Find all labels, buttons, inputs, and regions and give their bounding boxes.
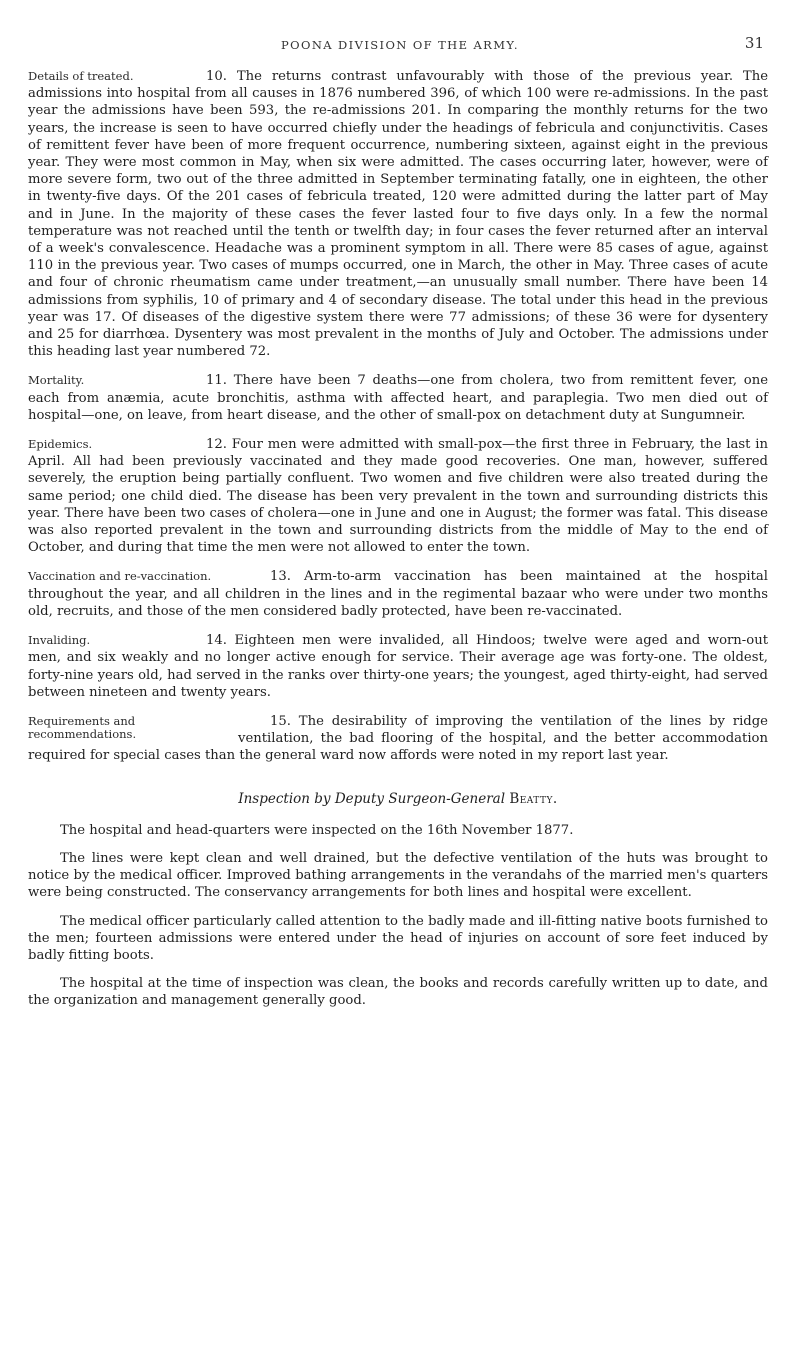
inspection-paragraph: The lines were kept clean and well drained, but the defective ventilation of the huts was brought to notice by the medical officer. Improved bathing arrangements in the verandahs of the married men's quarters were being constructed. The conservancy arrangements for both lines and hospital were excellent. bbox=[28, 850, 768, 901]
sidenote-vaccination: Vaccination and re-vaccination. bbox=[28, 569, 212, 584]
sidenote-mortality: Mortality. bbox=[28, 373, 85, 388]
inspection-title-name: Beatty. bbox=[509, 790, 558, 807]
section-11 bbox=[28, 372, 768, 424]
section-number: 15. bbox=[270, 713, 291, 729]
section-number: 14. bbox=[206, 633, 227, 649]
section-number: 10. bbox=[206, 69, 227, 84]
section-text: The desirability of improving the ventilation of the lines by ridge ventilation, the bad flooring of the hospital, and the better accommodation required for special cases than the general ward now affords were noted in my report last year. bbox=[28, 713, 768, 764]
inspection-report bbox=[28, 791, 768, 1010]
sidenote-requirements: Requirements and recommendations. bbox=[28, 713, 137, 741]
section-12 bbox=[28, 436, 768, 556]
inspection-title-prefix: Inspection by Deputy Surgeon-General bbox=[238, 790, 506, 807]
section-text: Four men were admitted with small-pox—the first three in February, the last in April. All had been previously vaccinated and they made good recoveries. One man, however, suffered severely, the eruption being partially confluent. Two women and five children were also treated during the same period; one child died. The disease has been very prevalent in the town and surrounding districts this year. There have been two cases of cholera—one in June and one in August; the former was fatal. This disease was also reported prevalent in the town and surrounding districts from the middle of May to the end of October, and during that time the men were not allowed to enter the town. bbox=[28, 437, 768, 556]
section-text: Arm-to-arm vaccination has been maintained at the hospital throughout the year, and all children in the lines and in the regimental bazaar who were under two months old, recruits, and those of the men considered badly protected, have been re-vaccinated. bbox=[28, 569, 769, 619]
body-text bbox=[28, 68, 768, 1021]
section-13 bbox=[28, 568, 768, 620]
sidenote-invaliding: Invaliding. bbox=[28, 633, 91, 648]
section-number: 13. bbox=[270, 569, 291, 585]
section-text: The returns contrast unfavourably with those of the previous year. The admissions into hospital from all causes in 1876 numbered 396, of which 100 were re-admissions. In the past year the admissions have been 593, the re-admissions 201. In comparing the monthly returns for the two years, the increase is seen to have occurred chiefly under the headings of febricula and conjunctivitis. Cases of remittent fever have been of more frequent occurrence, numbering sixteen, against eight in the previous year. They were most common in May, when six were admitted. The cases occurring later, however, were of more severe form, two out of the three admitted in September terminating fatally, one in eighteen, the other in twenty-five days. Of the 201 cases of febricula treated, 120 were admitted during the latter part of May and in June. In the majority of these cases the fever lasted four to five days only. In a few the normal temperature was not reached until the tenth or twelfth day; in four cases the fever returned after an interval of a week's convalescence. Headache was a prominent symptom in all. There were 85 cases of ague, against 110 in the previous year. Two cases of mumps occurred, one in March, the other in May. Three cases of acute and four of chronic rheumatism came under treatment,—an unusually small number. There have been 14 admissions from syphilis, 10 of primary and 4 of secondary disease. The total under this head in the previous year was 17. Of diseases of the digestive system there were 77 admissions; of these 36 were for dysentery and 25 for diarrhœa. Dysentery was most prevalent in the months of July and October. The admissions under this heading last year numbered 72. bbox=[28, 69, 768, 360]
sidenote-epidemics: Epidemics. bbox=[28, 437, 93, 452]
section-15 bbox=[28, 713, 768, 765]
sidenote-details-of-treated: Details of treated. bbox=[28, 69, 134, 83]
running-head: POONA DIVISION OF THE ARMY. bbox=[281, 38, 519, 52]
inspection-title bbox=[28, 791, 768, 808]
section-text: There have been 7 deaths—one from cholera, two from remittent fever, one each from anæmia, acute bronchitis, asthma with affected heart, and paraplegia. Two men died out of hospital—one, on leave, from heart disease, and the other of small-pox on detachment duty at Sungumneir. bbox=[28, 373, 768, 423]
page-number: 31 bbox=[744, 34, 764, 52]
page-header bbox=[0, 0, 800, 70]
section-text: Eighteen men were invalided, all Hindoos; twelve were aged and worn-out men, and six weakly and no longer active enough for service. Their average age was forty-one. The oldest, forty-nine years old, had served in the ranks over thirty-one years; the youngest, aged thirty-eight, had served between nineteen and twenty years. bbox=[28, 633, 768, 700]
inspection-paragraph: The hospital and head-quarters were inspected on the 16th November 1877. bbox=[60, 822, 574, 838]
section-10 bbox=[28, 68, 768, 360]
section-14 bbox=[28, 632, 768, 701]
section-number: 11. bbox=[206, 373, 227, 389]
inspection-paragraph: The hospital at the time of inspection was clean, the books and records carefully written up to date, and the organization and management generally good. bbox=[28, 976, 768, 1009]
section-number: 12. bbox=[206, 437, 227, 453]
inspection-paragraph: The medical officer particularly called attention to the badly made and ill-fitting native boots furnished to the men; fourteen admissions were entered under the head of injuries on account of sore feet induced by badly fitting boots. bbox=[28, 913, 768, 963]
